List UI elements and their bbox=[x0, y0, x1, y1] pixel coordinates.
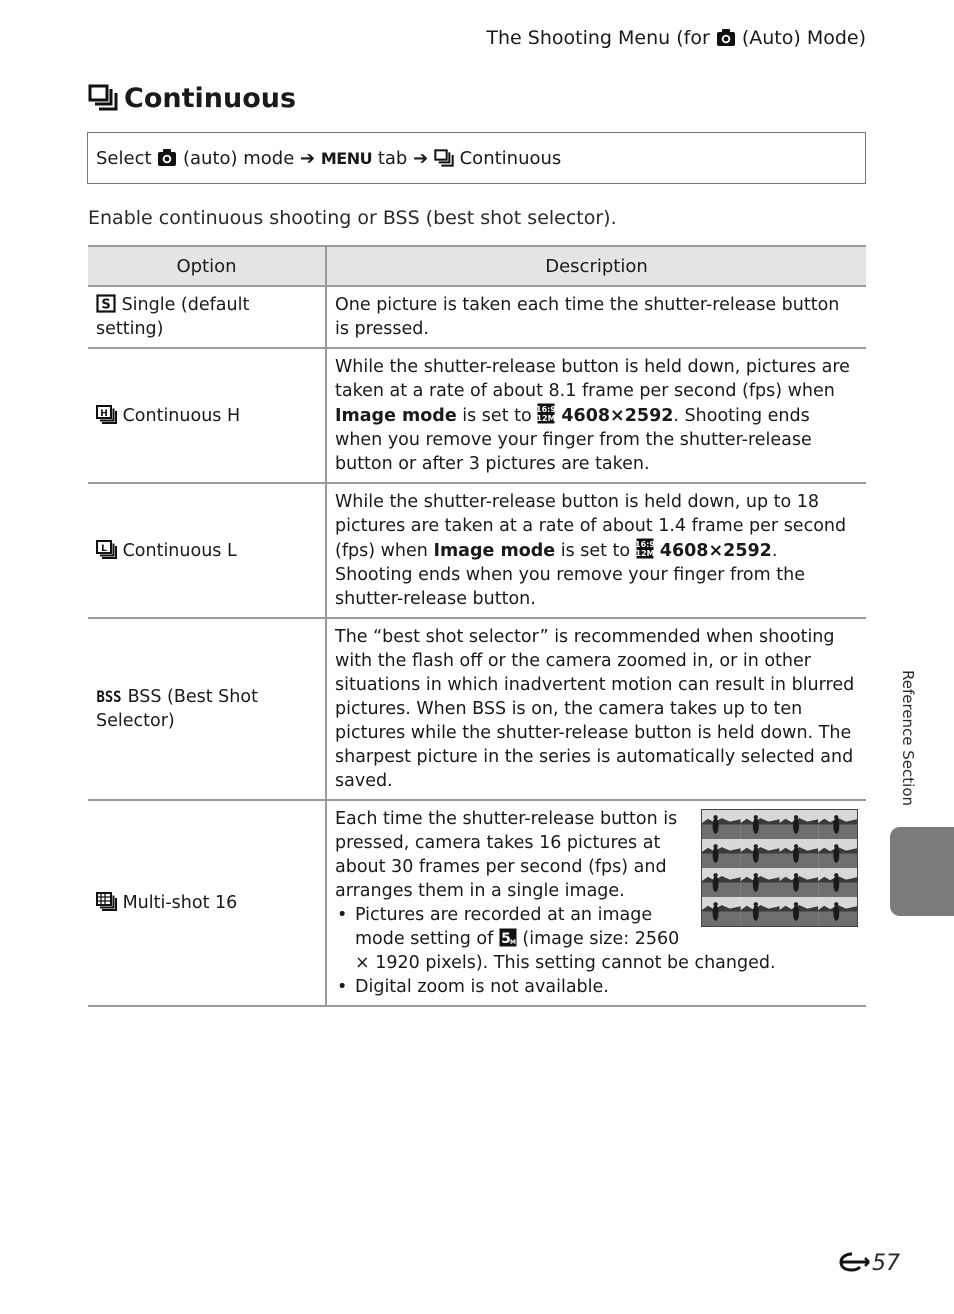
multi-shot-icon bbox=[96, 892, 117, 911]
option-label: Continuous L bbox=[117, 540, 237, 561]
page-number-text: 57 bbox=[872, 1251, 900, 1276]
bullet-text: Pictures are recorded at an image mode setting of bbox=[355, 905, 653, 949]
description-cell bbox=[326, 800, 866, 1006]
thumbnail-frame bbox=[818, 839, 857, 868]
description-cell: The “best shot selector” is recommended when shooting with the flash off or the camera zoomed in, or in other situations in which inadvertent motion can result in blurred pictures. When BSS is on, the camera takes up to ten pictures while the shutter-release button is held down. The sharpest picture in the series is automatically selected and saved. bbox=[326, 618, 866, 800]
thumbnail-frame bbox=[818, 868, 857, 897]
svg-text:BSS: BSS bbox=[96, 687, 122, 706]
path-select: Select bbox=[96, 148, 158, 169]
description-cell bbox=[326, 348, 866, 483]
svg-text:S: S bbox=[101, 297, 111, 313]
camera-icon bbox=[716, 28, 736, 47]
section-tab bbox=[890, 827, 954, 916]
option-label: BSS (Best Shot Selector) bbox=[96, 687, 258, 731]
thumbnail-frame bbox=[780, 868, 819, 897]
page-title bbox=[88, 83, 296, 114]
bullet-list bbox=[335, 903, 858, 999]
continuous-h-icon bbox=[96, 405, 117, 424]
table-row bbox=[88, 286, 866, 348]
path-auto-mode: (auto) mode bbox=[177, 148, 301, 169]
option-label: Multi-shot 16 bbox=[117, 893, 238, 913]
camera-icon bbox=[157, 148, 177, 167]
list-item bbox=[355, 903, 858, 975]
svg-text:M: M bbox=[509, 939, 516, 946]
side-section-text: Reference Section bbox=[899, 669, 917, 807]
description-text: . Shooting ends when you remove your finger from the shutter-release button or after 3 pictures are taken. bbox=[335, 406, 812, 474]
column-header-description: Description bbox=[326, 246, 866, 286]
options-table bbox=[88, 245, 866, 1007]
title-text: Continuous bbox=[124, 83, 297, 114]
continuous-icon bbox=[434, 149, 454, 167]
thumbnail-frame bbox=[818, 810, 857, 839]
description-cell bbox=[326, 483, 866, 618]
e-reference-icon bbox=[838, 1250, 872, 1272]
image-mode-label: Image mode bbox=[335, 406, 457, 426]
option-cell bbox=[88, 348, 326, 483]
description-text: is set to bbox=[555, 541, 636, 561]
option-cell bbox=[88, 618, 326, 800]
column-header-option: Option bbox=[88, 246, 326, 286]
arrow-icon: ➔ bbox=[300, 148, 316, 169]
table-header-row bbox=[88, 246, 866, 286]
svg-text:H: H bbox=[100, 408, 108, 419]
table-row bbox=[88, 800, 866, 1006]
continuous-icon bbox=[88, 84, 118, 111]
16-9-12m-icon bbox=[537, 403, 555, 424]
continuous-l-icon bbox=[96, 540, 117, 559]
svg-text:L: L bbox=[101, 543, 107, 554]
image-mode-label: Image mode bbox=[433, 541, 556, 561]
description-text: Each time the shutter-release button is pressed, camera takes 16 pictures at about 30 frames per second (fps) and arranges them in a single image. bbox=[335, 809, 678, 901]
menu-path-box bbox=[87, 132, 866, 184]
thumbnail-frame bbox=[702, 810, 741, 839]
option-label: Continuous H bbox=[117, 405, 241, 426]
single-icon bbox=[96, 294, 116, 313]
table-row bbox=[88, 348, 866, 483]
16-9-12m-icon bbox=[636, 538, 654, 559]
path-tab: tab bbox=[372, 148, 414, 169]
option-cell bbox=[88, 483, 326, 618]
description-text: is set to bbox=[456, 406, 538, 426]
svg-text:16:9: 16:9 bbox=[536, 405, 557, 414]
description-text: While the shutter-release button is held down, pictures are taken at a rate of about 8.1 frame per second (fps) when bbox=[335, 357, 850, 401]
svg-text:12M: 12M bbox=[635, 549, 655, 558]
thumbnail-frame bbox=[741, 810, 780, 839]
description-text: . Shooting ends when you remove your finger from the shutter-release button. bbox=[335, 541, 805, 609]
header-text: The Shooting Menu (for bbox=[486, 27, 716, 49]
page-number bbox=[838, 1250, 900, 1276]
option-cell bbox=[88, 286, 326, 348]
arrow-icon: ➔ bbox=[413, 148, 429, 169]
thumbnail-frame bbox=[741, 839, 780, 868]
thumbnail-frame bbox=[780, 839, 819, 868]
svg-text:16:9: 16:9 bbox=[634, 540, 655, 549]
svg-text:12M: 12M bbox=[536, 414, 556, 423]
table-row bbox=[88, 483, 866, 618]
bss-icon bbox=[96, 686, 122, 705]
path-item: Continuous bbox=[453, 148, 562, 169]
5m-icon bbox=[499, 928, 517, 947]
running-header bbox=[486, 27, 866, 49]
image-size-value: 4608×2592 bbox=[555, 406, 674, 426]
option-cell bbox=[88, 800, 326, 1006]
list-item bbox=[355, 975, 858, 999]
bullet-text: Digital zoom is not available. bbox=[355, 977, 609, 997]
description-cell: One picture is taken each time the shutter-release button is pressed. bbox=[326, 286, 866, 348]
thumbnail-frame bbox=[780, 810, 819, 839]
bullet-text: (image size: 2560 × 1920 pixels). This setting cannot be changed. bbox=[355, 929, 776, 973]
intro-text: Enable continuous shooting or BSS (best shot selector). bbox=[88, 207, 617, 229]
svg-text:5: 5 bbox=[500, 931, 511, 947]
description-text: While the shutter-release button is held down, up to 18 pictures are taken at a rate of about 1.4 frame per second (fps) when bbox=[335, 492, 847, 561]
menu-button-label: MENU bbox=[320, 149, 373, 168]
thumbnail-frame bbox=[702, 839, 741, 868]
thumbnail-frame bbox=[702, 868, 741, 897]
option-label: Single (default setting) bbox=[96, 295, 250, 339]
table-row bbox=[88, 618, 866, 800]
header-text-end: (Auto) Mode) bbox=[735, 27, 866, 49]
image-size-value: 4608×2592 bbox=[653, 541, 772, 561]
thumbnail-frame bbox=[741, 868, 780, 897]
